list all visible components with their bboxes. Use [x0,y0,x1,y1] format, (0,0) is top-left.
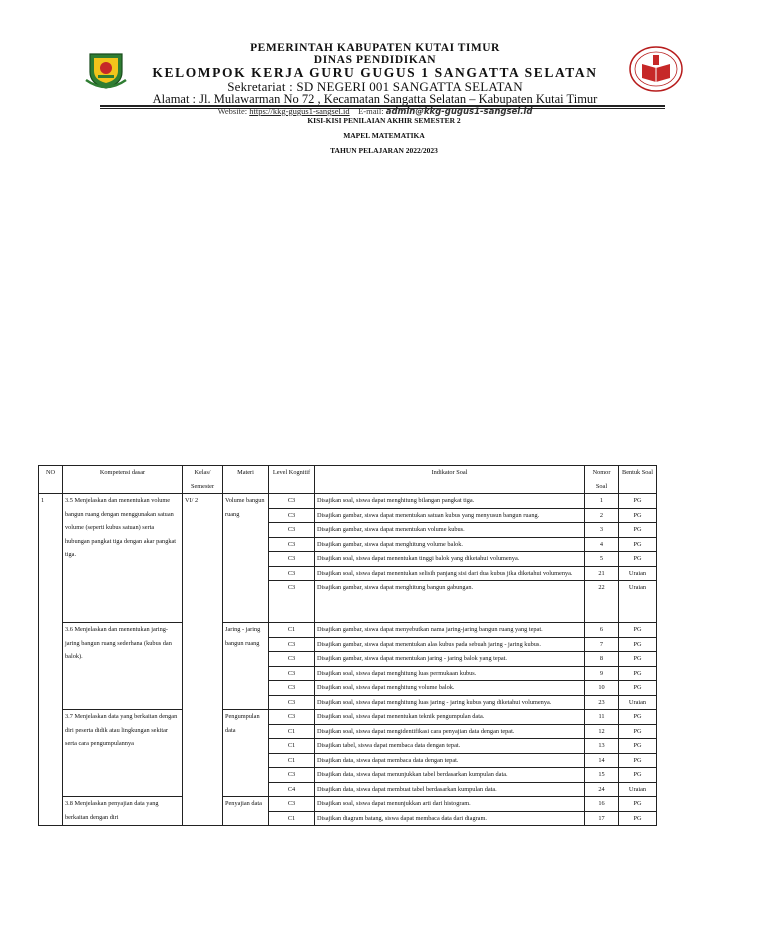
department-line: DINAS PENDIDIKAN [313,53,437,66]
nomor-cell: 3 [585,523,619,538]
indikator-cell: Disajikan soal, siswa dapat menentukan selisih panjang sisi dari dua kubus jika diketahui volumenya. [315,566,585,581]
kisi-kisi-table [38,465,657,826]
nomor-cell: 2 [585,508,619,523]
bentuk-cell: Uraian [619,566,657,581]
indikator-cell: Disajikan soal, siswa dapat menentukan teknik pengumpulan data. [315,710,585,725]
level-cell: C3 [269,508,315,523]
bentuk-cell: PG [619,739,657,754]
level-cell: C4 [269,782,315,797]
level-cell: C3 [269,552,315,567]
table-row [39,623,657,638]
table-header-row [39,466,657,494]
indikator-cell: Disajikan gambar, siswa dapat menentukan alas kubus pada sebuah jaring - jaring kubus. [315,637,585,652]
table-row [39,710,657,725]
kelas-cell: VI/ 2 [183,494,223,826]
nomor-cell: 14 [585,753,619,768]
level-cell: C1 [269,623,315,638]
nomor-cell: 10 [585,681,619,696]
bentuk-cell: Uraian [619,581,657,623]
bentuk-cell: PG [619,811,657,826]
indikator-cell: Disajikan soal, siswa dapat mengidentifikasi cara penyajian data dengan tepat. [315,724,585,739]
subject-title: MAPEL MATEMATIKA [343,131,425,140]
nomor-cell: 7 [585,637,619,652]
nomor-cell: 24 [585,782,619,797]
bentuk-cell: PG [619,666,657,681]
bentuk-cell: PG [619,797,657,812]
indikator-cell: Disajikan soal, siswa dapat menghitung luas permukaan kubus. [315,666,585,681]
bentuk-cell: PG [619,552,657,567]
nomor-cell: 9 [585,666,619,681]
email-label: E-mail: [358,106,386,116]
level-cell: C3 [269,797,315,812]
indikator-cell: Disajikan gambar, siswa dapat menentukan satuan kubus yang menyusun bangun ruang. [315,508,585,523]
level-cell: C1 [269,753,315,768]
website-label: Website: [217,106,250,116]
indikator-cell: Disajikan soal, siswa dapat menghitung bilangan pangkat tiga. [315,494,585,509]
table-row [39,797,657,812]
header-divider-thick [100,105,665,107]
level-cell: C3 [269,523,315,538]
level-cell: C3 [269,652,315,667]
kd-cell: 3.5 Menjelaskan dan menentukan volume bangun ruang dengan menggunakan satuan volume (seperti kubus satuan) serta hubungan pangkat tiga dengan akar pangkat tiga. [63,494,183,623]
bentuk-cell: PG [619,494,657,509]
bentuk-cell: PG [619,508,657,523]
kd-cell: 3.8 Menjelaskan penyajian data yang berkaitan dengan diri [63,797,183,826]
address-line: Alamat : Jl. Mulawarman No 72 , Kecamatan Sangatta Selatan – Kabupaten Kutai Timur [152,91,598,106]
materi-cell: Pengumpulan data [223,710,269,797]
header-bentuk: Bentuk Soal [619,466,657,494]
header-materi: Materi [223,466,269,494]
indikator-cell: Disajikan data, siswa dapat menunjukkan tabel berdasarkan kumpulan data. [315,768,585,783]
government-line: PEMERINTAH KABUPATEN KUTAI TIMUR [250,42,500,54]
indikator-cell: Disajikan soal, siswa dapat menghitung volume balok. [315,681,585,696]
bentuk-cell: PG [619,753,657,768]
level-cell: C3 [269,581,315,623]
indikator-cell: Disajikan soal, siswa dapat menghitung luas jaring - jaring kubus yang diketahui volumenya. [315,695,585,710]
indikator-cell: Disajikan diagram batang, siswa dapat membaca data dari diagram. [315,811,585,826]
nomor-cell: 11 [585,710,619,725]
secretariat-line: Sekretariat : SD NEGERI 001 SANGATTA SELATAN [227,78,523,94]
level-cell: C3 [269,681,315,696]
bentuk-cell: Uraian [619,695,657,710]
email-link[interactable]: admin@kkg-gugus1-sangsel.id [385,107,533,117]
document-title: KISI-KISI PENILAIAN AKHIR SEMESTER 2 [307,116,461,125]
letterhead [80,38,670,117]
materi-cell: Jaring - jaring bangun ruang [223,623,269,710]
academic-year-title: TAHUN PELAJARAN 2022/2023 [330,146,438,155]
nomor-cell: 22 [585,581,619,623]
indikator-cell: Disajikan soal, siswa dapat menunjukkan arti dari histogram. [315,797,585,812]
indikator-cell: Disajikan gambar, siswa dapat menghitung volume balok. [315,537,585,552]
level-cell: C1 [269,724,315,739]
header-divider-thin [100,108,665,109]
level-cell: C3 [269,695,315,710]
indikator-cell: Disajikan data, siswa dapat membaca data dengan tepat. [315,753,585,768]
bentuk-cell: PG [619,652,657,667]
indikator-cell: Disajikan gambar, siswa dapat menentukan volume kubus. [315,523,585,538]
bentuk-cell: PG [619,681,657,696]
level-cell: C3 [269,710,315,725]
book-emblem-icon [628,44,684,94]
nomor-cell: 1 [585,494,619,509]
bentuk-cell: Uraian [619,782,657,797]
nomor-cell: 21 [585,566,619,581]
nomor-cell: 8 [585,652,619,667]
kd-cell: 3.7 Menjelaskan data yang berkaitan dengan diri peserta didik atau lingkungan sekitar serta cara pengumpulannya [63,710,183,797]
website-link[interactable]: https://kkg-gugus1-sangsel.id [249,106,350,116]
bentuk-cell: PG [619,768,657,783]
bentuk-cell: PG [619,623,657,638]
nomor-cell: 23 [585,695,619,710]
level-cell: C3 [269,666,315,681]
header-no: NO [39,466,63,494]
indikator-cell: Disajikan data, siswa dapat membuat tabel berdasarkan kumpulan data. [315,782,585,797]
indikator-cell: Disajikan tabel, siswa dapat membaca data dengan tepat. [315,739,585,754]
indikator-cell: Disajikan gambar, siswa dapat menentukan jaring - jaring balok yang tepat. [315,652,585,667]
nomor-cell: 5 [585,552,619,567]
nomor-cell: 16 [585,797,619,812]
level-cell: C3 [269,494,315,509]
header-nomor: Nomor Soal [585,466,619,494]
materi-cell: Volume bangun ruang [223,494,269,623]
nomor-cell: 15 [585,768,619,783]
bentuk-cell: PG [619,637,657,652]
nomor-cell: 13 [585,739,619,754]
indikator-cell: Disajikan gambar, siswa dapat menghitung bangun gabungan. [315,581,585,623]
bentuk-cell: PG [619,537,657,552]
materi-cell: Penyajian data [223,797,269,826]
row-number: 1 [39,494,63,826]
bentuk-cell: PG [619,724,657,739]
indikator-cell: Disajikan gambar, siswa dapat menyebutkan nama jaring-jaring bangun ruang yang tepat. [315,623,585,638]
bentuk-cell: PG [619,523,657,538]
nomor-cell: 17 [585,811,619,826]
organization-line: KELOMPOK KERJA GURU GUGUS 1 SANGATTA SELATAN [152,65,598,80]
header-kelas: Kelas/ Semester [183,466,223,494]
level-cell: C3 [269,537,315,552]
level-cell: C3 [269,566,315,581]
nomor-cell: 6 [585,623,619,638]
table-row [39,494,657,509]
header-kompetensi: Kompetensi dasar [63,466,183,494]
header-level: Level Kognitif [269,466,315,494]
nomor-cell: 12 [585,724,619,739]
level-cell: C3 [269,637,315,652]
header-indikator: Indikator Soal [315,466,585,494]
bentuk-cell: PG [619,710,657,725]
kd-cell: 3.6 Menjelaskan dan menentukan jaring-jaring bangun ruang sederhana (kubus dan balok). [63,623,183,710]
nomor-cell: 4 [585,537,619,552]
level-cell: C3 [269,768,315,783]
level-cell: C1 [269,811,315,826]
indikator-cell: Disajikan soal, siswa dapat menentukan tinggi balok yang diketahui volumenya. [315,552,585,567]
level-cell: C1 [269,739,315,754]
